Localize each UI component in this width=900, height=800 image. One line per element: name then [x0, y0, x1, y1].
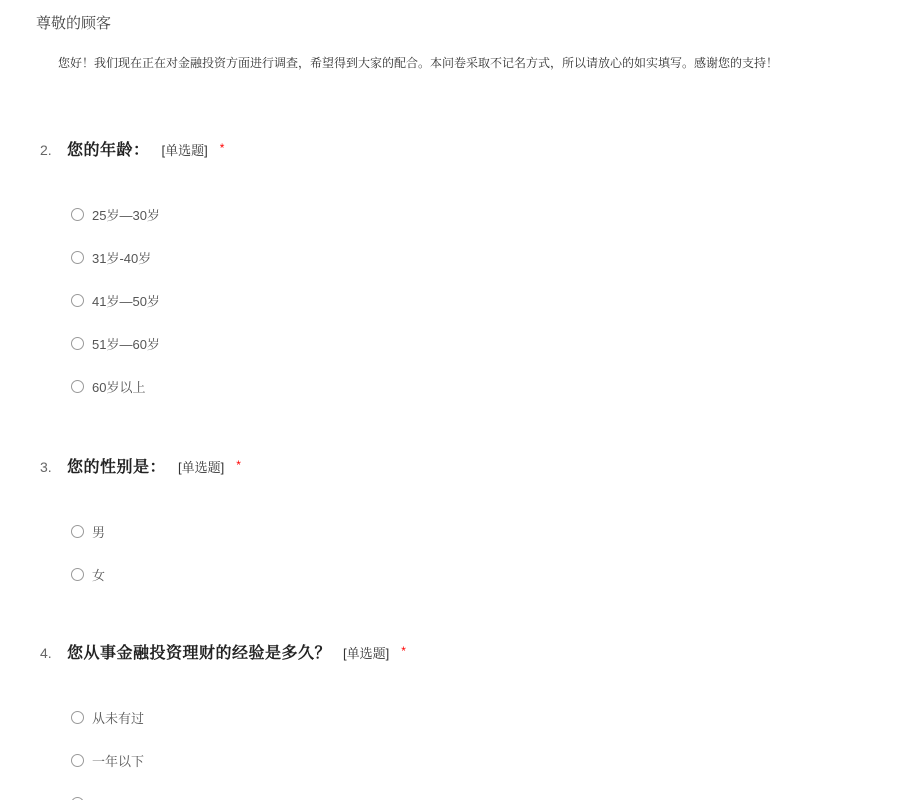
option-label[interactable]: 60岁以上 [92, 380, 146, 395]
radio-icon[interactable] [71, 380, 84, 393]
required-asterisk: * [401, 644, 406, 658]
option-label[interactable]: 25岁—30岁 [92, 208, 160, 223]
question-type-tag: [单选题] [343, 646, 390, 661]
survey-title: 尊敬的顾客 [36, 15, 112, 32]
option-row [71, 696, 900, 739]
radio-icon[interactable] [71, 568, 84, 581]
question-number: 4. [40, 645, 52, 661]
radio-icon[interactable] [71, 251, 84, 264]
option-row [71, 553, 900, 596]
radio-icon[interactable] [71, 711, 84, 724]
question-title: 您的性别是： [67, 459, 167, 476]
radio-icon[interactable] [71, 208, 84, 221]
question-number: 2. [40, 142, 52, 158]
question-number: 3. [40, 459, 52, 475]
option-label[interactable]: 一年以下 [92, 754, 145, 769]
question-type-tag: [单选题] [161, 143, 208, 158]
required-asterisk: * [236, 458, 241, 472]
option-label[interactable]: 从未有过 [92, 711, 145, 726]
option-row [71, 322, 900, 365]
option-row-partial [71, 782, 900, 800]
question-title: 您的年龄： [67, 142, 150, 159]
question-header [40, 640, 900, 662]
options-list [0, 510, 900, 596]
options-list [0, 193, 900, 408]
question-age [0, 137, 900, 408]
option-label[interactable]: 51岁—60岁 [92, 337, 160, 352]
option-label[interactable]: 男 [92, 525, 106, 540]
radio-icon[interactable] [71, 754, 84, 767]
option-label[interactable]: 31岁-40岁 [92, 251, 152, 266]
radio-icon[interactable] [71, 337, 84, 350]
options-list [0, 696, 900, 800]
option-row [71, 193, 900, 236]
option-row [71, 236, 900, 279]
required-asterisk: * [219, 141, 225, 155]
question-header [40, 454, 900, 476]
question-experience [0, 640, 900, 800]
option-label[interactable]: 41岁—50岁 [92, 294, 160, 309]
option-row [71, 365, 900, 408]
option-row [71, 279, 900, 322]
survey-intro: 您好！我们现在正在对金融投资方面进行调查，希望得到大家的配合。本问卷采取不记名方式，所以请放心的如实填写。感谢您的支持！ [58, 56, 779, 70]
radio-icon[interactable] [71, 525, 84, 538]
option-label[interactable]: 女 [92, 568, 106, 583]
option-row [71, 739, 900, 782]
radio-icon[interactable] [71, 294, 84, 307]
option-row [71, 510, 900, 553]
question-type-tag: [单选题] [178, 460, 225, 475]
question-gender [0, 454, 900, 596]
question-title: 您从事金融投资理财的经验是多久？ [67, 645, 332, 662]
question-header [40, 137, 900, 159]
